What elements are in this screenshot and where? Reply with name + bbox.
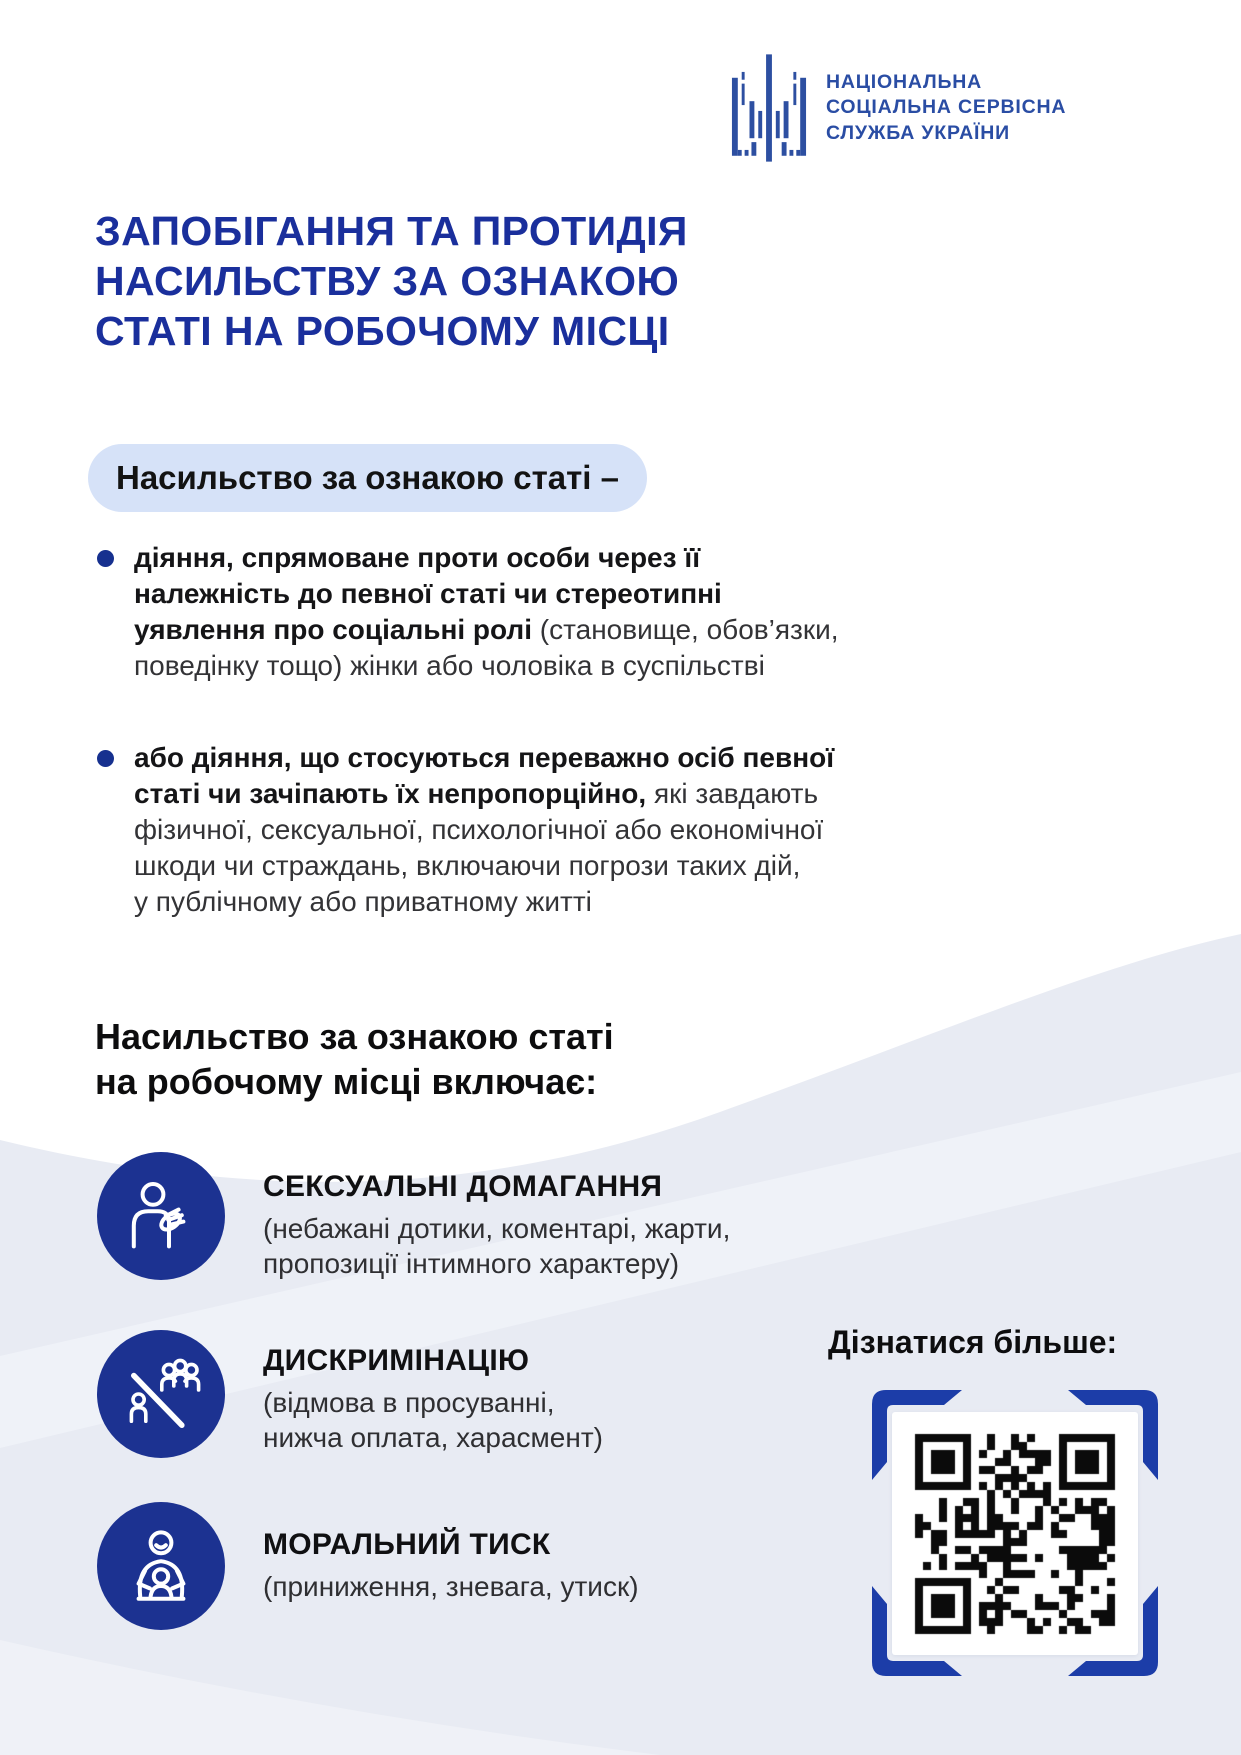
- item-desc: (відмова в просуванні, нижча оплата, харасмент): [263, 1387, 603, 1453]
- item-desc: (приниження, зневага, утиск): [263, 1571, 639, 1602]
- moral-pressure-icon: [97, 1502, 225, 1630]
- bullet-item: [97, 740, 1017, 920]
- qr-code: [914, 1433, 1116, 1635]
- list-item-sexual-harassment: [97, 1152, 730, 1281]
- learn-more-heading: Дізнатися більше:: [828, 1324, 1118, 1360]
- bullet-item: [97, 540, 1017, 684]
- bullet-dot-icon: [97, 550, 114, 567]
- bullet-text: діяння, спрямоване проти особи через її належність до певної статі чи стереотипні уявлення про соціальні ролі (становище, обов’язки, поведінку тощо) жінки або чоловіка в суспільстві: [134, 542, 839, 681]
- page-title: ЗАПОБІГАННЯ ТА ПРОТИДІЯ НАСИЛЬСТВУ ЗА ОЗНАКОЮ СТАТІ НА РОБОЧОМУ МІСЦІ: [95, 208, 688, 354]
- definition-badge: Насильство за ознакою статі –: [88, 444, 647, 512]
- harassment-icon: [97, 1152, 225, 1280]
- org-name: НАЦІОНАЛЬНА СОЦІАЛЬНА СЕРВІСНА СЛУЖБА УКРАЇНИ: [826, 70, 1067, 144]
- qr-block: [872, 1390, 1158, 1676]
- item-text: [263, 1330, 603, 1455]
- list-item-moral-pressure: [97, 1502, 639, 1630]
- discrimination-icon: [97, 1330, 225, 1458]
- item-title: МОРАЛЬНИЙ ТИСК: [263, 1528, 551, 1561]
- item-title: ДИСКРИМІНАЦІЮ: [263, 1344, 530, 1377]
- bullet-dot-icon: [97, 750, 114, 767]
- item-text: [263, 1152, 730, 1281]
- qr-white-panel: [892, 1412, 1138, 1655]
- definition-bullets: [97, 540, 1017, 976]
- list-item-discrimination: [97, 1330, 603, 1458]
- item-title: СЕКСУАЛЬНІ ДОМАГАННЯ: [263, 1170, 663, 1203]
- item-text: [263, 1502, 639, 1604]
- section-heading: Насильство за ознакою статі на робочому місці включає:: [95, 1016, 614, 1102]
- trident-emblem-icon: [730, 52, 808, 164]
- item-desc: (небажані дотики, коментарі, жарти, пропозиції інтимного характеру): [263, 1213, 731, 1279]
- org-logo: [730, 52, 1066, 164]
- bullet-text: або діяння, що стосуються переважно осіб певної статі чи зачіпають їх непропорційно, які завдають фізичної, сексуальної, психологічної або економічної шкоди чи страждань, включаючи погрози таких дій, у публічному або приватному житті: [134, 742, 835, 917]
